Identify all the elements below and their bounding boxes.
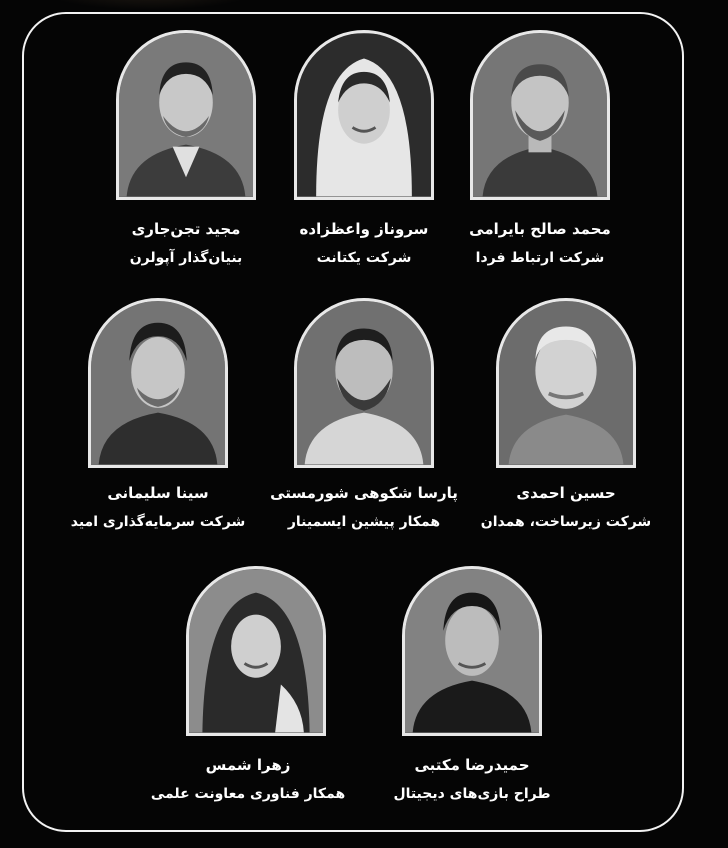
speaker-photo	[402, 566, 542, 736]
speaker-name: حسین احمدی	[516, 484, 616, 502]
speaker-name: مجید تجن‌جاری	[131, 220, 241, 238]
speaker-photo	[294, 30, 434, 200]
woman-headscarf-portrait-icon	[297, 33, 431, 197]
woman-headscarf-portrait-icon	[189, 569, 323, 733]
speaker-role: شرکت سرمایه‌گذاری امید	[70, 514, 246, 530]
background-glow	[40, 0, 260, 10]
speaker-role: شرکت زیرساخت، همدان	[480, 514, 652, 530]
man-portrait-icon	[499, 301, 633, 465]
speaker-photo	[294, 298, 434, 468]
man-portrait-icon	[473, 33, 607, 197]
speaker-photo	[496, 298, 636, 468]
speaker-photo	[470, 30, 610, 200]
speaker-role: بنیان‌گذار آپولرن	[129, 250, 243, 266]
man-portrait-icon	[119, 33, 253, 197]
speaker-photo	[88, 298, 228, 468]
man-portrait-icon	[91, 301, 225, 465]
speaker-name: سروناز واعظزاده	[299, 220, 429, 238]
speaker-photo	[186, 566, 326, 736]
speaker-role: شرکت ارتباط فردا	[475, 250, 605, 266]
speaker-role: شرکت یکتانت	[316, 250, 412, 266]
speaker-role: طراح بازی‌های دیجیتال	[393, 786, 551, 802]
man-portrait-icon	[405, 569, 539, 733]
man-portrait-icon	[297, 301, 431, 465]
speaker-role: همکار فناوری معاونت علمی	[150, 786, 346, 802]
speaker-name: محمد صالح بایرامی	[469, 220, 611, 238]
speaker-name: سینا سلیمانی	[107, 484, 209, 502]
speaker-role: همکار پیشین ایسمینار	[287, 514, 441, 530]
speaker-name: زهرا شمس	[205, 756, 291, 774]
speaker-name: پارسا شکوهی شورمستی	[270, 484, 458, 502]
speaker-name: حمیدرضا مکتبی	[414, 756, 530, 774]
speaker-photo	[116, 30, 256, 200]
